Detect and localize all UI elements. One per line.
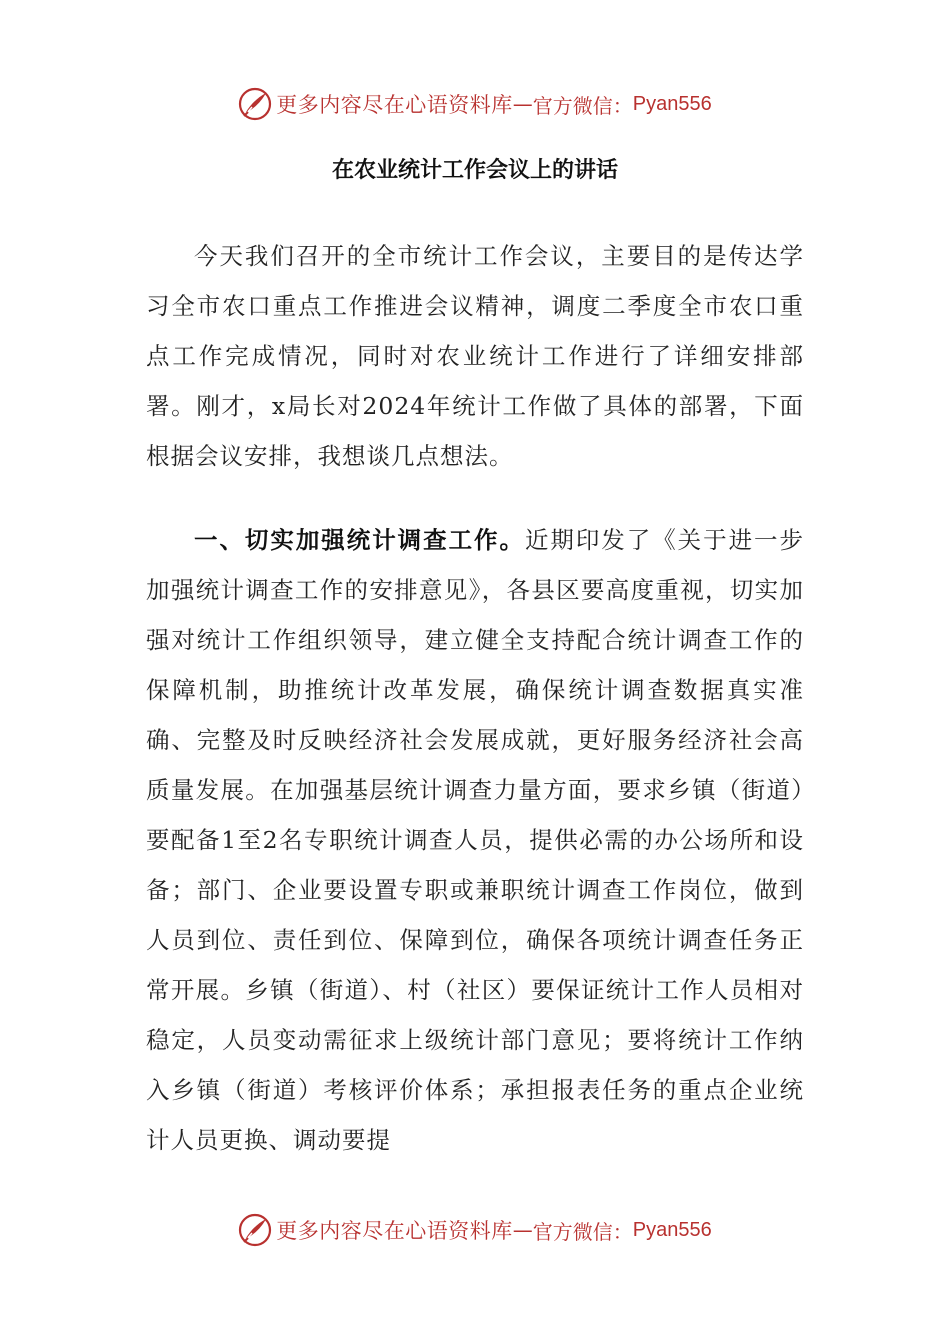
promo-text: 更多内容尽在心语资料库 xyxy=(276,1219,513,1243)
wechat-handle: Pyan556 xyxy=(632,92,712,115)
section-1-text: 近期印发了《关于进一步加强统计调查工作的安排意见》，各县区要高度重视，切实加强对统计工作组织领导，建立健全支持配合统计调查工作的保障机制，助推统计改革发展，确保统计调查数据真实准确、完整及时反映经济社会发展成就，更好服务经济社会高质量发展。在加强基层统计调查力量方面，要求乡镇（街道）要配备1至2名专职统计调查人员，提供必需的办公场所和设备；部门、企业要设置专职或兼职统计调查工作岗位，做到人员到位、责任到位、保障到位，确保各项统计调查任务正常开展。乡镇（街道）、村（社区）要保证统计工作人员相对稳定，人员变动需征求上级统计部门意见；要将统计工作纳入乡镇（街道）考核评价体系；承担报表任务的重点企业统计人员更换、调动要提 xyxy=(146,526,805,1154)
document-title: 在农业统计工作会议上的讲话 xyxy=(331,157,618,183)
intro-paragraph: 今天我们召开的全市统计工作会议，主要目的是传达学习全市农口重点工作推进会议精神，调度二季度全市农口重点工作完成情况，同时对农业统计工作进行了详细安排部署。刚才，x局长对2024年统计工作做了具体的部署，下面根据会议安排，我想谈几点想法。 xyxy=(146,242,804,470)
watermark-banner-bottom xyxy=(0,1210,950,1250)
wechat-handle: Pyan556 xyxy=(632,1218,712,1241)
quill-logo-icon xyxy=(238,1213,272,1247)
promo-text: 更多内容尽在心语资料库 xyxy=(276,93,513,117)
watermark-banner-top xyxy=(0,84,950,124)
official-label: 官方微信： xyxy=(532,1219,633,1244)
section-1-heading: 一、切实加强统计调查工作。 xyxy=(194,526,525,554)
quill-logo-icon xyxy=(238,87,272,121)
official-label: 官方微信： xyxy=(532,93,633,118)
separator: — xyxy=(512,1218,533,1242)
section-1-paragraph xyxy=(146,515,804,1165)
separator: — xyxy=(512,92,533,116)
